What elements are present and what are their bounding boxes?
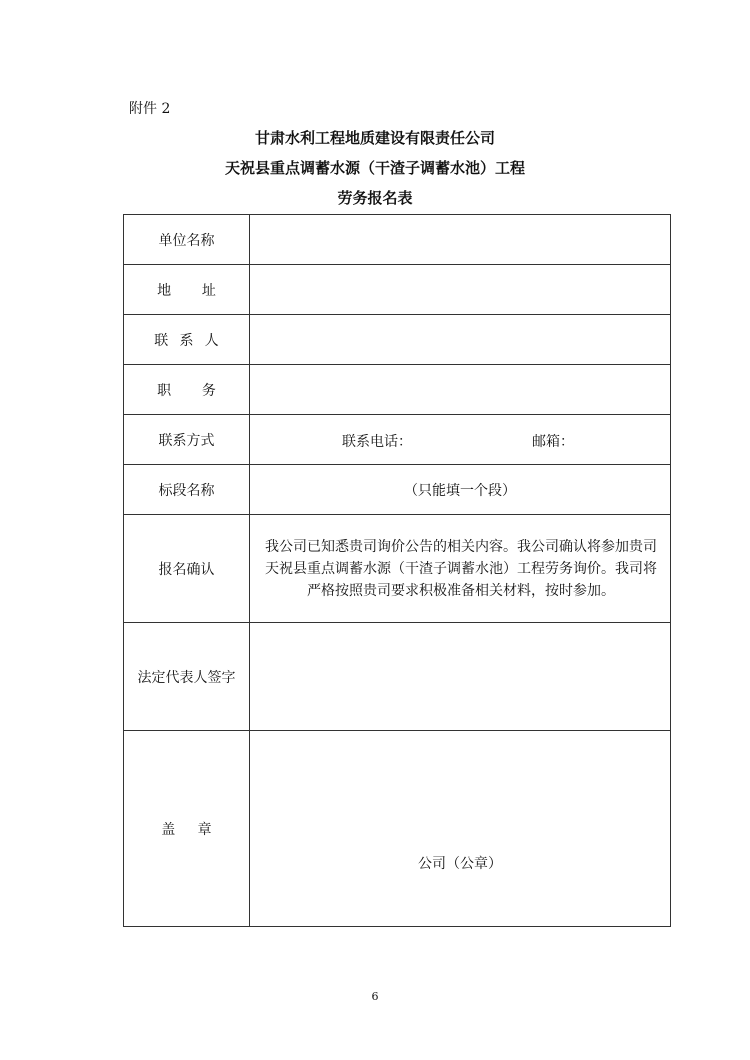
contact-person-label: 联系人 [154,332,230,349]
address-label-cell [124,265,250,315]
row-contact-method [124,415,671,465]
position-field[interactable] [250,365,671,415]
row-address [124,265,671,315]
address-field[interactable] [250,265,671,315]
row-section-name [124,465,671,515]
contact-method-label: 联系方式 [124,415,250,465]
position-label-cell [124,365,250,415]
email-label: 邮箱： [532,434,574,450]
row-unit-name [124,215,671,265]
registration-confirm-text: 我公司已知悉贵司询价公告的相关内容。我公司确认将参加贵司天祝县重点调蓄水源（干渣子调蓄水池）工程劳务询价。我司将严格按照贵司要求积极准备相关材料，按时参加。 [250,515,671,623]
row-seal [124,731,671,927]
unit-name-field[interactable] [250,215,671,265]
section-name-label: 标段名称 [124,465,250,515]
section-name-field[interactable]: （只能填一个段） [250,465,671,515]
page-number: 6 [371,990,379,1003]
contact-person-field[interactable] [250,315,671,365]
contact-method-field[interactable] [250,415,671,465]
company-title: 甘肃水利工程地质建设有限责任公司 [254,129,495,147]
seal-field[interactable] [250,731,671,927]
seal-label: 盖章 [161,821,235,838]
unit-name-label: 单位名称 [124,215,250,265]
company-seal-text: 公司（公章） [418,856,502,872]
legal-rep-signature-field[interactable] [250,623,671,731]
registration-form-table [123,214,671,927]
row-legal-rep-signature [124,623,671,731]
phone-label: 联系电话： [342,434,412,450]
form-title: 劳务报名表 [337,189,413,207]
project-title: 天祝县重点调蓄水源（干渣子调蓄水池）工程 [224,159,525,177]
position-label: 职务 [157,382,247,399]
legal-rep-signature-label: 法定代表人签字 [124,623,250,731]
row-registration-confirm [124,515,671,623]
row-contact-person [124,315,671,365]
contact-person-label-cell [124,315,250,365]
row-position [124,365,671,415]
attachment-label: 附件 2 [129,101,171,117]
address-label: 地址 [157,282,247,299]
seal-label-cell [124,731,250,927]
registration-confirm-label: 报名确认 [124,515,250,623]
